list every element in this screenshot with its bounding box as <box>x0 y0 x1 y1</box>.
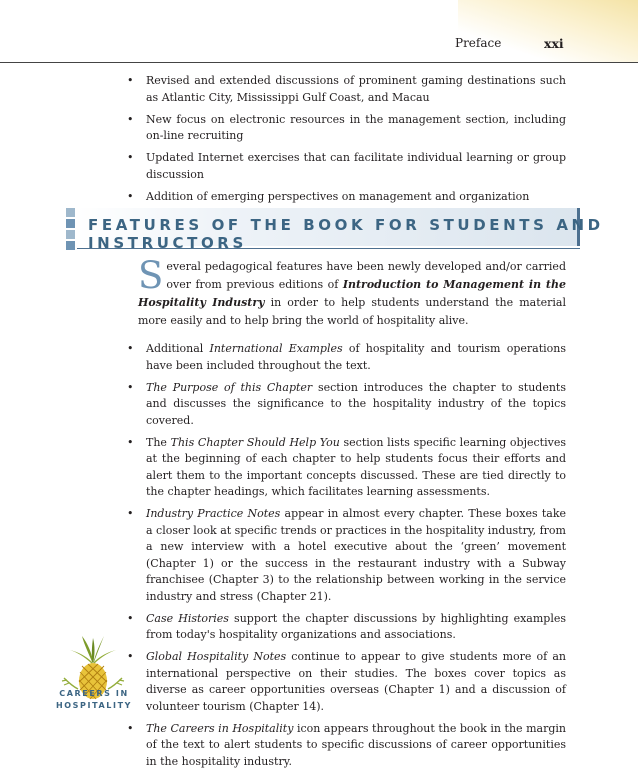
list-item: • The This Chapter Should Help You section lists specific learning objectives at the beginning of each chapter to help students focus their efforts and alert them to the important concepts discussed. These are tied directly to the chapter headings, which facilitates learning assessments. <box>146 435 566 501</box>
intro-text-cont: in order to help students understand the material more easily and to help bring the world of hospitality alive. <box>138 296 566 327</box>
list-item: • Case Histories support the chapter discussions by highlighting examples from today's hospitality organizations and associations. <box>146 611 566 644</box>
page-corner-decoration <box>458 0 638 62</box>
list-item: • Additional International Examples of hospitality and tourism operations have been included throughout the text. <box>146 341 566 374</box>
list-item: • Industry Practice Notes appear in almost every chapter. These boxes take a closer look at specific trends or practices in the hospitality industry, from a new interview with a hotel executive about the ‘green’ movement (Chapter 1) or the success in the restaurant industry with a Subway franchisee (Chapter 3) to the relationship between working in the service industry and stress (Chapter 21). <box>146 506 566 605</box>
list-item: • Global Hospitality Notes continue to appear to give students more of an international perspective on their studies. The boxes cover topics as diverse as career opportunities overseas (Chapter 1) and a discussion of volunteer tourism (Chapter 14). <box>146 649 566 715</box>
feature-bullet-list <box>146 341 566 776</box>
list-item: • Updated Internet exercises that can facilitate individual learning or group discussion <box>146 150 566 183</box>
intro-text: everal pedagogical features have been newly developed and/or carried over from previous editions of <box>166 260 566 291</box>
section-heading: FEATURES OF THE BOOK FOR STUDENTS AND INSTRUCTORS <box>88 216 604 252</box>
header-rule <box>0 62 638 63</box>
page-number: xxi <box>544 36 564 51</box>
list-item: • Revised and extended discussions of prominent gaming destinations such as Atlantic City, Mississippi Gulf Coast, and Macau <box>146 73 566 106</box>
list-item: • The Purpose of this Chapter section introduces the chapter to students and discusses the significance to the hospitality industry of the topics covered. <box>146 380 566 430</box>
careers-in-hospitality-label: CAREERS IN HOSPITALITY <box>55 689 133 710</box>
intro-paragraph <box>138 254 566 330</box>
drop-cap: S <box>138 254 164 297</box>
list-item: • The Careers in Hospitality icon appears throughout the book in the margin of the text to alert students to specific discussions of career opportunities in the hospitality industry. <box>146 721 566 771</box>
list-item: • New focus on electronic resources in the management section, including on-line recruiting <box>146 112 566 145</box>
book-title: Introduction to Management in the Hospitality Industry <box>138 278 566 309</box>
running-header-section: Preface <box>455 36 502 50</box>
list-item: • Addition of emerging perspectives on management and organization <box>146 189 566 206</box>
section-banner <box>0 204 638 252</box>
top-bullet-list <box>146 73 566 211</box>
